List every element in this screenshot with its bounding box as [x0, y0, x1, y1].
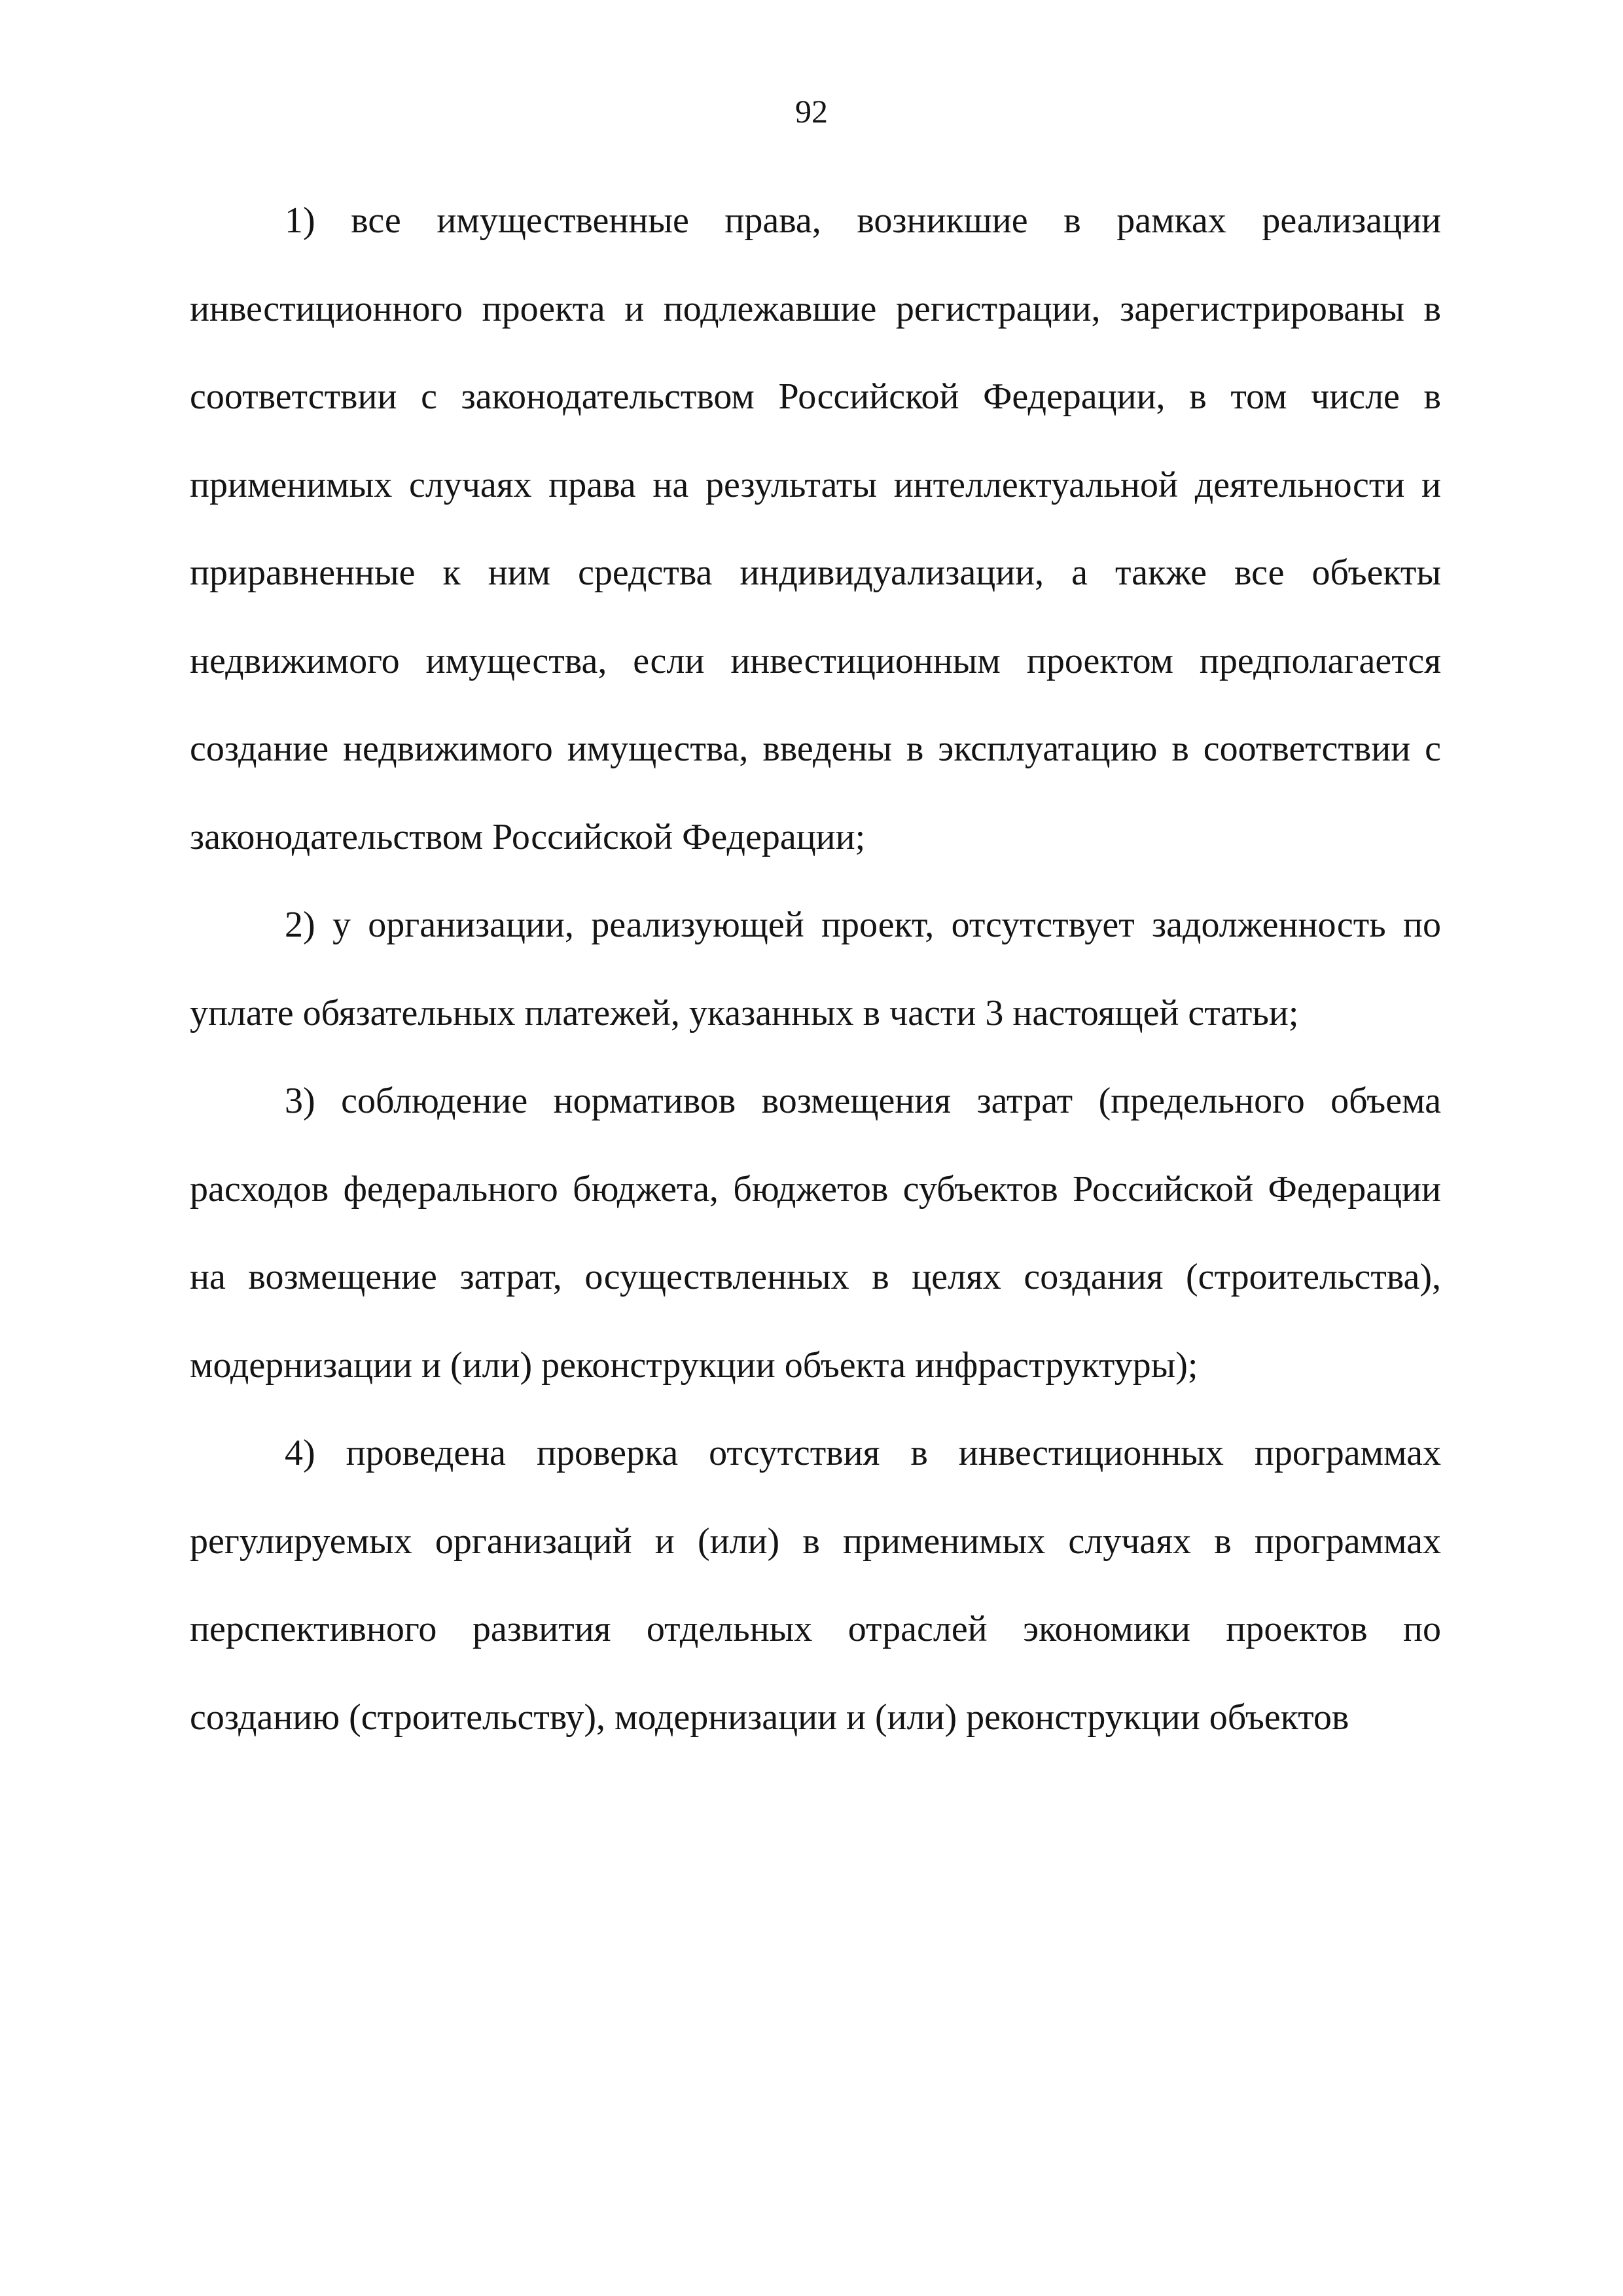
page-number: 92	[795, 93, 828, 130]
paragraph-item-1: 1) все имущественные права, возникшие в рамках реализации инвестиционного проекта и подлежавшие регистрации, зарегистрированы в соответствии с законодательством Российской Федерации, в том числе в применимых случаях права на результаты интеллектуальной деятельности и приравненные к ним средства индивидуализации, а также все объекты недвижимого имущества, если инвестиционным проектом предполагается создание недвижимого имущества, введены в эксплуатацию в соответствии с законодательством Российской Федерации;	[190, 200, 1441, 857]
document-body	[190, 177, 1441, 1761]
paragraph-item-4: 4) проведена проверка отсутствия в инвестиционных программах регулируемых организаций и (или) в применимых случаях в программах перспективного развития отдельных отраслей экономики проектов по созданию (строительству), модернизации и (или) реконструкции объектов	[190, 1433, 1441, 1738]
paragraph-item-2: 2) у организации, реализующей проект, отсутствует задолженность по уплате обязательных платежей, указанных в части 3 настоящей статьи;	[190, 905, 1441, 1033]
paragraph-item-3: 3) соблюдение нормативов возмещения затрат (предельного объема расходов федерального бюджета, бюджетов субъектов Российской Федерации на возмещение затрат, осуществленных в целях создания (строительства), модернизации и (или) реконструкции объекта инфраструктуры);	[190, 1081, 1441, 1386]
